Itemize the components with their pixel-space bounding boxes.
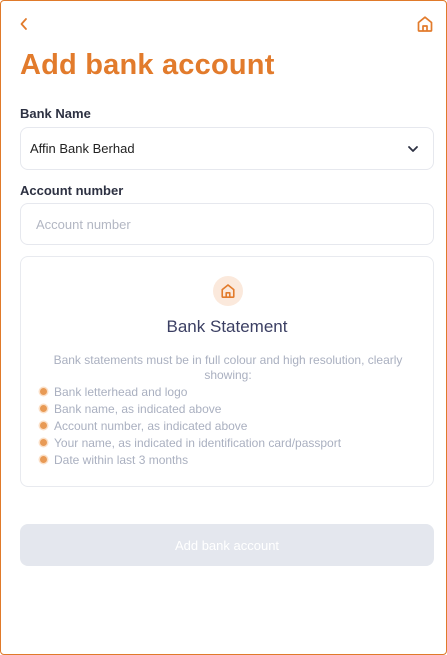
home-button[interactable]	[414, 13, 436, 35]
list-item	[38, 418, 341, 435]
card-description: Bank statements must be in full colour and high resolution, clearly showing:	[53, 353, 403, 382]
list-item	[38, 384, 341, 401]
list-item-text: Bank name, as indicated above	[54, 402, 222, 416]
bullet-icon	[40, 422, 47, 429]
requirements-list	[38, 384, 341, 469]
bank-icon	[220, 283, 236, 299]
bank-statement-card	[20, 256, 434, 487]
account-number-input[interactable]	[20, 203, 434, 245]
chevron-left-icon	[18, 17, 30, 31]
bullet-icon	[40, 405, 47, 412]
bank-name-select[interactable]	[20, 127, 434, 170]
list-item	[38, 435, 341, 452]
list-item-text: Date within last 3 months	[54, 453, 189, 467]
home-icon	[416, 15, 434, 33]
list-item-text: Account number, as indicated above	[54, 419, 248, 433]
list-item-text: Your name, as indicated in identification card/passport	[54, 436, 342, 450]
list-item	[38, 401, 341, 418]
bullet-icon	[40, 388, 47, 395]
bullet-icon	[40, 439, 47, 446]
bullet-icon	[40, 456, 47, 463]
bank-icon-badge	[213, 276, 243, 306]
bank-name-label: Bank Name	[20, 106, 91, 121]
page-title: Add bank account	[20, 49, 275, 81]
account-number-label: Account number	[20, 183, 124, 198]
card-title: Bank Statement	[166, 317, 288, 336]
bank-name-value: Affin Bank Berhad	[30, 141, 135, 156]
list-item	[38, 452, 341, 469]
list-item-text: Bank letterhead and logo	[54, 385, 188, 399]
add-bank-account-button[interactable]: Add bank account	[20, 524, 434, 566]
back-button[interactable]	[13, 13, 35, 35]
chevron-down-icon	[407, 145, 419, 153]
